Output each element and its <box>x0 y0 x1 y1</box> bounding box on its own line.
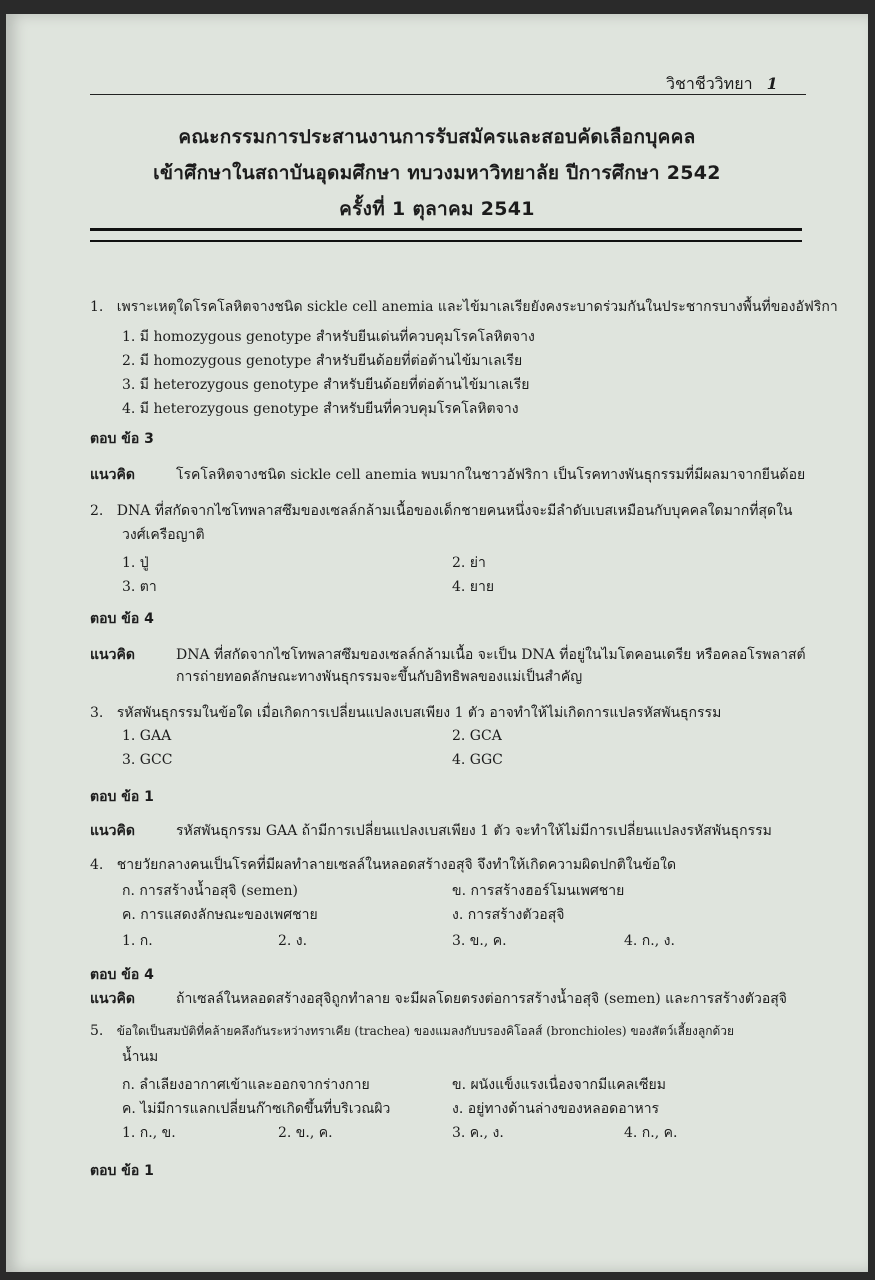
option: 3. GCC <box>122 752 173 768</box>
explanation: ถ้าเซลล์ในหลอดสร้างอสุจิถูกทำลาย จะมีผลโดยตรงต่อการสร้างน้ำอสุจิ (semen) และการสร้างตัวอสุจิ <box>176 991 787 1007</box>
title-double-rule <box>90 228 802 242</box>
sub-item: ง. การสร้างตัวอสุจิ <box>452 907 565 923</box>
sub-item: ก. ลำเลียงอากาศเข้าและออกจากร่างกาย <box>122 1077 370 1093</box>
explanation: DNA ที่สกัดจากไซโทพลาสซึมของเซลล์กล้ามเนื้อ จะเป็น DNA ที่อยู่ในไมโตคอนเดรีย หรือคลอโรพลาสต์ <box>176 647 806 663</box>
answer: ตอบ ข้อ 4 <box>90 611 154 627</box>
question-4 <box>90 854 676 876</box>
question-text: รหัสพันธุกรรมในข้อใด เมื่อเกิดการเปลี่ยนแปลงเบสเพียง 1 ตัว อาจทำให้ไม่เกิดการแปลรหัสพันธุกรรม <box>116 705 722 721</box>
sub-item: ก. การสร้างน้ำอสุจิ (semen) <box>122 883 299 899</box>
sub-item: ข. ผนังแข็งแรงเนื่องจากมีแคลเซียม <box>452 1077 666 1093</box>
page-number: 1 <box>766 74 778 93</box>
question-1 <box>90 296 838 318</box>
option: 1. ก. <box>122 933 153 949</box>
option: 1. ปู่ <box>122 555 149 571</box>
option: 2. ง. <box>278 933 308 949</box>
title-line-1: คณะกรรมการประสานงานการรับสมัครและสอบคัดเลือกบุคคล <box>178 126 696 148</box>
explanation-label: แนวคิด <box>90 991 135 1007</box>
title-line-3: ครั้งที่ 1 ตุลาคม 2541 <box>339 198 535 220</box>
explanation-label: แนวคิด <box>90 467 135 483</box>
option: 2. ย่า <box>452 555 486 571</box>
option: 4. ก., ง. <box>624 933 675 949</box>
sub-item: ข. การสร้างฮอร์โมนเพศชาย <box>452 883 625 899</box>
sub-item: ง. อยู่ทางด้านล่างของหลอดอาหาร <box>452 1101 660 1117</box>
option: 4. มี heterozygous genotype สำหรับยีนที่ควบคุมโรคโลหิตจาง <box>122 401 519 417</box>
explanation: โรคโลหิตจางชนิด sickle cell anemia พบมากในชาวอัฟริกา เป็นโรคทางพันธุกรรมที่มีผลมาจากยีนด้อย <box>176 467 806 483</box>
explanation-label: แนวคิด <box>90 647 135 663</box>
answer: ตอบ ข้อ 1 <box>90 1163 154 1179</box>
option: 2. GCA <box>452 728 502 744</box>
sub-item: ค. การแสดงลักษณะของเพศชาย <box>122 907 318 923</box>
option: 4. GGC <box>452 752 503 768</box>
option: 1. GAA <box>122 728 172 744</box>
explanation-label: แนวคิด <box>90 823 135 839</box>
question-text: ชายวัยกลางคนเป็นโรคที่มีผลทำลายเซลล์ในหลอดสร้างอสุจิ จึงทำให้เกิดความผิดปกติในข้อใด <box>116 857 677 873</box>
question-5 <box>90 1022 734 1041</box>
option: 3. มี heterozygous genotype สำหรับยีนด้อยที่ต่อต้านไข้มาเลเรีย <box>122 377 530 393</box>
question-text-cont: น้ำนม <box>122 1049 159 1065</box>
answer: ตอบ ข้อ 3 <box>90 431 154 447</box>
answer: ตอบ ข้อ 4 <box>90 967 154 983</box>
question-number: 3. <box>90 705 104 721</box>
exam-page <box>6 14 868 1272</box>
option: 2. มี homozygous genotype สำหรับยีนด้อยที่ต่อต้านไข้มาเลเรีย <box>122 353 523 369</box>
question-number: 1. <box>90 299 104 315</box>
question-number: 4. <box>90 857 104 873</box>
option: 4. ยาย <box>452 579 495 595</box>
question-text: เพราะเหตุใดโรคโลหิตจางชนิด sickle cell anemia และไข้มาเลเรียยังคงระบาดร่วมกันในประชากรบางพื้นที่ของอัฟริกา <box>116 299 838 315</box>
option: 3. ค., ง. <box>452 1125 504 1141</box>
title-line-2: เข้าศึกษาในสถาบันอุดมศึกษา ทบวงมหาวิทยาลัย ปีการศึกษา 2542 <box>153 162 721 184</box>
option: 1. มี homozygous genotype สำหรับยีนเด่นที่ควบคุมโรคโลหิตจาง <box>122 329 535 345</box>
question-3 <box>90 702 721 724</box>
question-text: DNA ที่สกัดจากไซโทพลาสซึมของเซลล์กล้ามเนื้อของเด็กชายคนหนึ่งจะมีลำดับเบสเหมือนกับบุคคลใดมากที่สุดใน <box>116 503 793 519</box>
question-text-cont: วงศ์เครือญาติ <box>122 527 205 543</box>
option: 3. ข., ค. <box>452 933 507 949</box>
explanation-cont: การถ่ายทอดลักษณะทางพันธุกรรมจะขึ้นกับอิทธิพลของแม่เป็นสำคัญ <box>176 669 583 685</box>
question-text: ข้อใดเป็นสมบัติที่คล้ายคลึงกันระหว่างทราเคีย (trachea) ของแมลงกับบรองคิโอลส์ (bronchioles) ของสัตว์เลี้ยงลูกด้วย <box>116 1024 735 1038</box>
header-rule <box>90 94 806 95</box>
question-2 <box>90 500 792 522</box>
sub-item: ค. ไม่มีการแลกเปลี่ยนก๊าซเกิดขึ้นที่บริเวณผิว <box>122 1101 391 1117</box>
option: 4. ก., ค. <box>624 1125 678 1141</box>
subject-label: วิชาชีววิทยา <box>666 74 753 93</box>
option: 2. ข., ค. <box>278 1125 333 1141</box>
explanation: รหัสพันธุกรรม GAA ถ้ามีการเปลี่ยนแปลงเบสเพียง 1 ตัว จะทำให้ไม่มีการเปลี่ยนแปลงรหัสพันธุกรรม <box>176 823 772 839</box>
option: 1. ก., ข. <box>122 1125 176 1141</box>
answer: ตอบ ข้อ 1 <box>90 789 154 805</box>
option: 3. ตา <box>122 579 157 595</box>
question-number: 2. <box>90 503 104 519</box>
question-number: 5. <box>90 1023 104 1039</box>
